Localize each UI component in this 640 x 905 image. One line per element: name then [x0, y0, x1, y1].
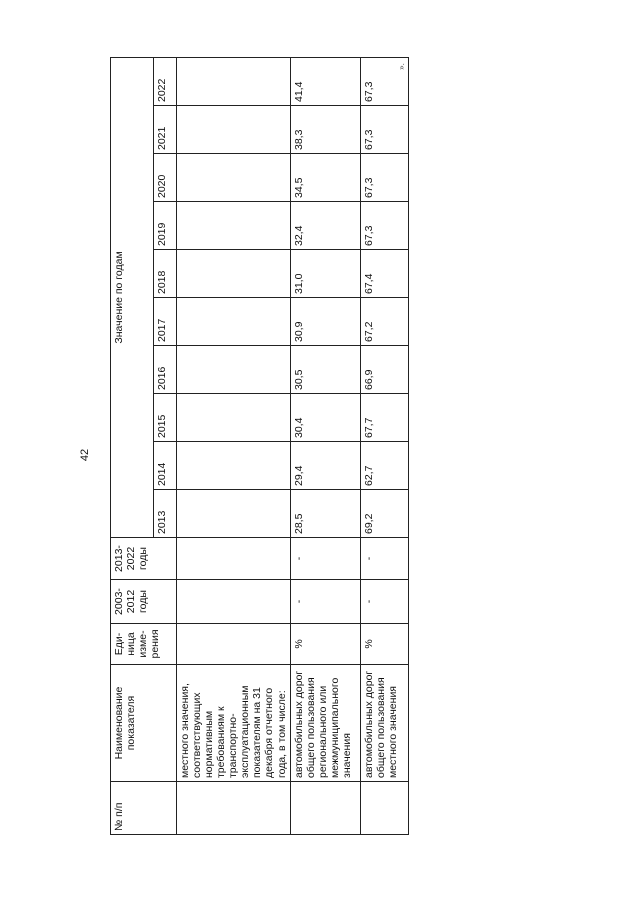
row-period-2013-2022: - [360, 538, 408, 580]
year-header: 2015 [154, 394, 177, 442]
header-period-2013-2022: 2013-2022 годы [111, 538, 177, 580]
row-name: автомобильных дорог общего пользования местного значения [360, 665, 408, 782]
year-header: 2021 [154, 106, 177, 154]
value-cell: 38,3 [290, 106, 360, 154]
value-cell [177, 298, 291, 346]
table-row [360, 57, 408, 834]
year-header: 2022 [154, 57, 177, 105]
header-period-2003-2012: 2003-2012 годы [111, 580, 177, 624]
value-cell: 67,3 [360, 202, 408, 250]
year-header: 2018 [154, 250, 177, 298]
value-cell: 67,3 [360, 154, 408, 202]
page-number: 42 [79, 448, 91, 462]
year-header: 2014 [154, 442, 177, 490]
row-unit: % [290, 624, 360, 665]
value-cell: 67,3 [360, 106, 408, 154]
row-period-2013-2022 [177, 538, 291, 580]
value-cell [177, 250, 291, 298]
value-cell: 66,9 [360, 346, 408, 394]
row-name: местного значения, соответствующих нормативным требованиям к транспортно-эксплуатационным показателям на 31 декабря отчетного года, в том числе: [177, 665, 291, 782]
year-header: 2017 [154, 298, 177, 346]
row-number [360, 782, 408, 835]
value-cell [177, 106, 291, 154]
row-period-2003-2012: - [290, 580, 360, 624]
header-unit: Еди-ница изме-рения [111, 624, 177, 665]
rotated-sheet [110, 58, 399, 835]
value-cell [177, 57, 291, 105]
value-cell: 34,5 [290, 154, 360, 202]
row-period-2003-2012: - [360, 580, 408, 624]
table-row [177, 57, 291, 834]
row-number [177, 782, 291, 835]
row-period-2013-2022: - [290, 538, 360, 580]
value-cell [177, 202, 291, 250]
indicator-table [110, 57, 409, 835]
value-cell [177, 442, 291, 490]
row-number [290, 782, 360, 835]
value-cell: 67,3 [360, 57, 408, 105]
header-values-by-year: Значение по годам [111, 57, 154, 537]
value-cell [177, 346, 291, 394]
row-name: автомобильных дорог общего пользования регионального или межмуниципального значения [290, 665, 360, 782]
row-unit: % [360, 624, 408, 665]
value-cell: 67,2 [360, 298, 408, 346]
value-cell: 30,5 [290, 346, 360, 394]
year-header: 2019 [154, 202, 177, 250]
year-header: 2013 [154, 490, 177, 538]
value-cell: 31,0 [290, 250, 360, 298]
value-cell: 32,4 [290, 202, 360, 250]
header-name: Наименование показателя [111, 665, 177, 782]
year-header: 2016 [154, 346, 177, 394]
row-unit [177, 624, 291, 665]
header-number: № п/п [111, 782, 177, 835]
value-cell: 29,4 [290, 442, 360, 490]
value-cell [177, 394, 291, 442]
value-cell: 41,4 [290, 57, 360, 105]
row-period-2003-2012 [177, 580, 291, 624]
table-row [290, 57, 360, 834]
value-cell: 30,9 [290, 298, 360, 346]
value-cell: 62,7 [360, 442, 408, 490]
value-cell: 28,5 [290, 490, 360, 538]
year-header: 2020 [154, 154, 177, 202]
value-cell [177, 154, 291, 202]
value-cell: 67,4 [360, 250, 408, 298]
value-cell: 30,4 [290, 394, 360, 442]
value-cell [177, 490, 291, 538]
value-cell: 67,7 [360, 394, 408, 442]
value-cell: 69,2 [360, 490, 408, 538]
edge-mark: ». [396, 63, 406, 70]
